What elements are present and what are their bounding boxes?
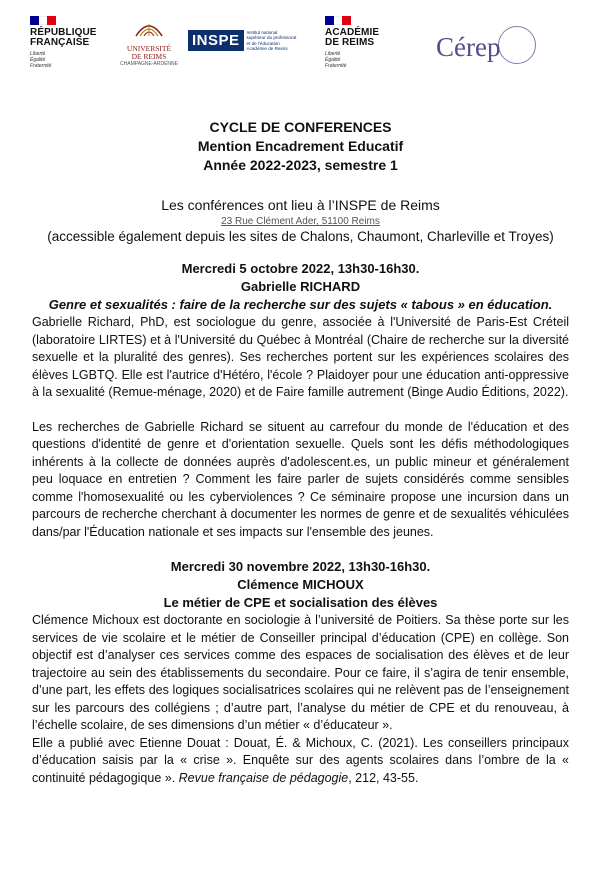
academie-motto-fraternite: Fraternité: [325, 63, 347, 69]
universite-name-line1: UNIVERSITÉ: [126, 44, 172, 53]
publication-journal: Revue française de pédagogie: [178, 770, 349, 785]
republique-francaise-logo: [30, 16, 102, 69]
session2-speaker: Clémence MICHOUX: [237, 577, 364, 592]
spacer: [32, 541, 569, 558]
motto-liberte: Liberté: [30, 51, 46, 57]
session2-title: Le métier de CPE et socialisation des élèves: [163, 595, 438, 610]
flag-red: [342, 16, 351, 25]
motto-fraternite: Fraternité: [30, 63, 52, 69]
french-flag-icon: [30, 16, 56, 25]
session1-bio: Gabrielle Richard, PhD, est sociologue du genre, associée à l'Université de Paris-Est Créteil (laboratoire LIRTES) et à l'Université du Québec à Montréal (Chaire de recherche sur la diversité sexuelle et la pluralité des genres). Ses recherches portent sur les expériences scolaires des élèves LGBTQ. Elle est l'autrice d'Hétéro, l'école ? Plaidoyer pour une éducation anti-oppressive à la sexualité (Remue-ménage, 2020) et de Faire famille autrement (Binge Audio Éditions, 2022).: [32, 315, 569, 399]
academie-title: [325, 28, 397, 48]
flag-red: [47, 16, 56, 25]
french-flag-icon: [325, 16, 351, 25]
inspe-text-line1: Institut national: [246, 30, 278, 36]
flag-blue: [325, 16, 334, 25]
session2-publication: [32, 735, 569, 788]
cycle-header: [32, 118, 569, 175]
header-line-year: Année 2022-2023, semestre 1: [203, 157, 398, 173]
session1-date: Mercredi 5 octobre 2022, 13h30-16h30.: [181, 261, 420, 276]
republique-title-line2: FRANÇAISE: [30, 37, 90, 48]
academie-motto-egalite: Égalité: [325, 57, 341, 63]
inspe-text-line3: et de l'éducation: [246, 40, 280, 46]
inspe-logo: [188, 30, 317, 51]
session-1: [32, 260, 569, 541]
universite-subtitle: CHAMPAGNE-ARDENNE: [120, 61, 178, 67]
inspe-description: [247, 30, 317, 51]
session-2: [32, 558, 569, 787]
logo-banner: [0, 0, 604, 95]
academie-title-line2: DE REIMS: [325, 37, 375, 48]
inspe-text-line2: supérieur du professorat: [246, 35, 297, 41]
session1-speaker: Gabrielle RICHARD: [240, 279, 361, 294]
venue-access-note: (accessible également depuis les sites de Chalons, Chaumont, Charleville et Troyes): [47, 229, 554, 244]
academie-motto-liberte: Liberté: [325, 51, 341, 57]
spacer: [32, 402, 569, 419]
cerep-wordmark: Cérep: [436, 32, 501, 62]
republique-title-line1: RÉPUBLIQUE: [30, 27, 97, 38]
academie-title-line1: ACADÉMIE: [325, 27, 380, 38]
session1-abstract: Les recherches de Gabrielle Richard se situent au carrefour du monde de l'éducation et des questions d'identité de genre et d'orientation sexuelle. Quels sont les défis méthodologiques inhérents à la collecte de données auprès d'adolescent.es, un public mineur et généralement peu loquace en entretien ? Comment les faire parler de sujets considérés comme sensibles comme l'homosexualité ou les cyberviolences ? Ce séminaire propose une incursion dans un parcours de recherche cherchant à documenter les normes de genre et de sexualités véhiculées dans/par l'Éducation nationale et ses impacts sur l'ensemble des jeunes.: [32, 419, 569, 539]
venue-text: Les conférences ont lieu à l’INSPE de Reims: [161, 197, 440, 213]
flag-white: [39, 16, 48, 25]
publication-reference: , 212, 43-55.: [348, 770, 419, 785]
universite-name-line2: DE REIMS: [131, 52, 167, 61]
publication-text: Elle a publié avec Etienne Douat : Douat, É. & Michoux, C. (2021). Les conseillers principaux d’éducation saisis par la « crise ». Enquête sur des agents scolaires dans l’ombre de la « continuité pédagogique ».: [32, 735, 569, 785]
universite-emblem-icon: [134, 20, 164, 38]
session2-date: Mercredi 30 novembre 2022, 13h30-16h30.: [170, 559, 431, 574]
republique-motto: [30, 51, 102, 69]
header-line-mention: Mention Encadrement Educatif: [197, 138, 404, 154]
inspe-text-line4: Académie de Reims: [246, 45, 288, 51]
flag-white: [334, 16, 343, 25]
header-line-cycle: CYCLE DE CONFERENCES: [209, 119, 392, 135]
flag-blue: [30, 16, 39, 25]
inspe-mark: INSPE: [188, 30, 244, 51]
universite-name: [118, 45, 180, 61]
motto-egalite: Égalité: [30, 57, 46, 63]
academie-reims-logo: [325, 16, 397, 69]
cerep-logo: [432, 26, 542, 74]
spacer: [32, 246, 569, 260]
session1-title: Genre et sexualités : faire de la recherche sur des sujets « tabous » en éducation.: [48, 297, 553, 312]
cerep-ring-icon: [498, 26, 536, 64]
document-body: [32, 118, 569, 787]
session2-bio: Clémence Michoux est doctorante en sociologie à l’université de Poitiers. Sa thèse porte sur les services de vie scolaire et le métier de Conseiller principal d’éducation (CPE) en collège. Son objectif est d’analyser ces services comme des espaces de socialisation des élèves et de leur trajectoire au sein des établissements du secondaire. Pour ce faire, il s’agira de tenir ensemble, d’une part, les effets des logiques socialisatrices scolaires qui ne relèvent pas de l’enseignement sur les parcours des collégiens ; d’autre part, l’analyse du métier de CPE et du renouveau, à l’échelle scolaire, de ses dimensions d’un métier « d’éducateur ».: [32, 613, 569, 732]
venue-address-link[interactable]: 23 Rue Clément Ader, 51100 Reims: [221, 216, 380, 227]
academie-motto: [325, 51, 397, 69]
republique-title: [30, 28, 102, 48]
universite-reims-logo: [118, 20, 180, 67]
